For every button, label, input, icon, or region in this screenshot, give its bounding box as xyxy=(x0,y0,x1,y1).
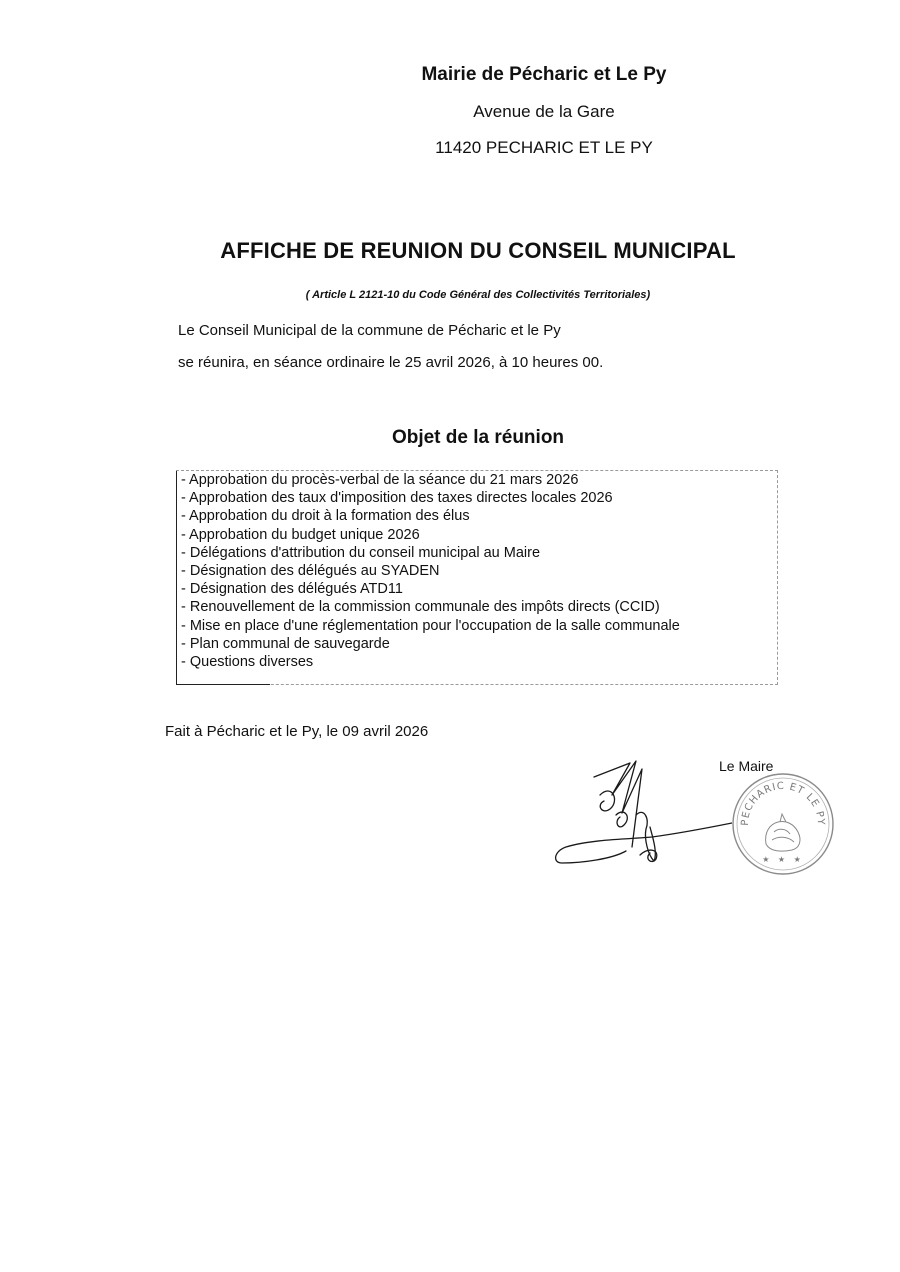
signatory-title: Le Maire xyxy=(719,758,774,774)
page-title: AFFICHE DE REUNION DU CONSEIL MUNICIPAL xyxy=(220,238,736,263)
organization-name: Mairie de Pécharic et Le Py xyxy=(421,64,667,85)
legal-reference: ( Article L 2121-10 du Code Général des Collectivités Territoriales) xyxy=(305,289,651,301)
agenda-item: - Délégations d'attribution du conseil municipal au Maire xyxy=(181,544,541,561)
organization-street: Avenue de la Gare xyxy=(473,102,615,121)
agenda-item: - Approbation du droit à la formation des élus xyxy=(181,508,470,525)
handwritten-signature xyxy=(552,755,732,875)
agenda-item: - Plan communal de sauvegarde xyxy=(181,635,390,652)
agenda-item: - Désignation des délégués ATD11 xyxy=(181,581,403,598)
agenda-item: - Désignation des délégués au SYADEN xyxy=(181,563,440,580)
organization-city: 11420 PECHARIC ET LE PY xyxy=(435,138,653,157)
agenda-item: - Approbation des taux d'imposition des taxes directes locales 2026 xyxy=(181,490,613,507)
agenda-item: - Renouvellement de la commission communale des impôts directs (CCID) xyxy=(181,599,660,616)
seal-stars: ★ ★ ★ xyxy=(762,855,804,864)
agenda-item: - Mise en place d'une réglementation pour l'occupation de la salle communale xyxy=(181,617,680,634)
seal-text: PECHARIC ET LE PY xyxy=(739,780,827,827)
intro-line-2: se réunira, en séance ordinaire le 25 avril 2026, à 10 heures 00. xyxy=(178,354,604,371)
agenda-item: - Approbation du procès-verbal de la séance du 21 mars 2026 xyxy=(181,472,579,488)
agenda-list xyxy=(181,471,680,671)
agenda-item: - Approbation du budget unique 2026 xyxy=(181,526,420,543)
agenda-box xyxy=(176,470,778,685)
done-at-line: Fait à Pécharic et le Py, le 09 avril 2026 xyxy=(165,723,429,740)
agenda-title: Objet de la réunion xyxy=(391,427,565,448)
svg-text:PECHARIC ET LE PY xyxy=(740,781,826,826)
mairie-seal xyxy=(728,770,838,876)
intro-line-1: Le Conseil Municipal de la commune de Pécharic et le Py xyxy=(178,322,561,339)
agenda-item: - Questions diverses xyxy=(181,654,314,671)
